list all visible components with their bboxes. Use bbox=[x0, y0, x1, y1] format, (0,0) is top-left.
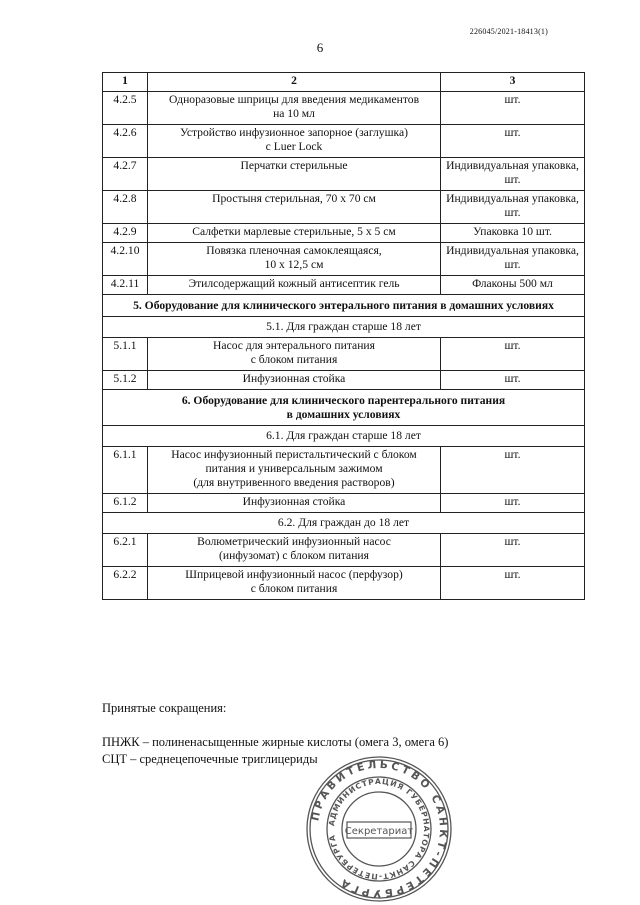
cell-text-line: Инфузионная стойка bbox=[242, 495, 346, 508]
item-number: 6.1.1 bbox=[103, 447, 148, 494]
item-number: 4.2.9 bbox=[103, 224, 148, 243]
table-row bbox=[103, 158, 585, 191]
abbreviations-title: Принятые сокращения: bbox=[102, 701, 227, 715]
item-name bbox=[148, 276, 441, 295]
cell-text-line: Насос инфузионный перистальтический с блоком bbox=[171, 448, 417, 461]
item-unit bbox=[441, 534, 585, 567]
item-number: 6.2.2 bbox=[103, 567, 148, 600]
item-number: 5.1.2 bbox=[103, 371, 148, 390]
cell-text-line: Перчатки стерильные bbox=[240, 159, 348, 172]
item-name bbox=[148, 125, 441, 158]
abbreviation-item: СЦТ – среднецепочечные триглицериды bbox=[102, 752, 318, 766]
page-number: 6 bbox=[316, 40, 324, 55]
section-heading bbox=[103, 390, 585, 426]
equipment-table bbox=[102, 72, 585, 600]
cell-text-line: шт. bbox=[504, 495, 521, 508]
header-cell: 3 bbox=[441, 73, 585, 92]
item-unit bbox=[441, 158, 585, 191]
item-unit bbox=[441, 243, 585, 276]
table-row bbox=[103, 92, 585, 125]
item-name bbox=[148, 494, 441, 513]
item-unit bbox=[441, 125, 585, 158]
table-row bbox=[103, 191, 585, 224]
cell-text-line: Инфузионная стойка bbox=[242, 372, 346, 385]
section-heading-row bbox=[103, 390, 585, 426]
subsection-row bbox=[103, 426, 585, 447]
subsection-row bbox=[103, 513, 585, 534]
official-seal-stamp bbox=[304, 754, 454, 904]
cell-text-line: Устройство инфузионное запорное (заглушка) bbox=[180, 126, 408, 139]
cell-text-line: 5. Оборудование для клинического энтерального питания в домашних условиях bbox=[133, 299, 554, 312]
cell-text-line: Этилсодержащий кожный антисептик гель bbox=[188, 277, 400, 290]
cell-text-line: шт. bbox=[504, 339, 521, 352]
cell-text-line: шт. bbox=[504, 258, 521, 271]
item-number: 6.1.2 bbox=[103, 494, 148, 513]
item-name bbox=[148, 338, 441, 371]
cell-text-line: Простыня стерильная, 70 х 70 см bbox=[212, 192, 376, 205]
cell-text-line: шт. bbox=[504, 568, 521, 581]
cell-text-line: в домашних условиях bbox=[286, 408, 401, 421]
item-unit bbox=[441, 567, 585, 600]
item-unit bbox=[441, 191, 585, 224]
seal-center-text: Секретариат bbox=[344, 826, 414, 837]
cell-text-line: шт. bbox=[504, 93, 521, 106]
item-name bbox=[148, 243, 441, 276]
cell-text-line: Индивидуальная упаковка, bbox=[446, 244, 579, 257]
seal-outer-text: ПРАВИТЕЛЬСТВО САНКТ-ПЕТЕРБУРГА bbox=[309, 758, 450, 900]
cell-text-line: Повязка пленочная самоклеящаяся, bbox=[206, 244, 382, 257]
cell-text-line: Салфетки марлевые стерильные, 5 х 5 см bbox=[192, 225, 396, 238]
table-row bbox=[103, 447, 585, 494]
item-name bbox=[148, 447, 441, 494]
table-row bbox=[103, 494, 585, 513]
table-row bbox=[103, 534, 585, 567]
table-header-row bbox=[103, 73, 585, 92]
table-row bbox=[103, 125, 585, 158]
header-cell: 1 bbox=[103, 73, 148, 92]
cell-text-line: на 10 мл bbox=[273, 107, 315, 120]
item-number: 4.2.8 bbox=[103, 191, 148, 224]
item-number: 4.2.7 bbox=[103, 158, 148, 191]
item-unit bbox=[441, 447, 585, 494]
cell-text-line: 6. Оборудование для клинического парентерального питания bbox=[181, 394, 506, 407]
item-number: 4.2.10 bbox=[103, 243, 148, 276]
item-name bbox=[148, 534, 441, 567]
cell-text-line: Флаконы 500 мл bbox=[472, 277, 553, 290]
subsection-heading: 6.2. Для граждан до 18 лет bbox=[103, 513, 585, 534]
subsection-heading: 5.1. Для граждан старше 18 лет bbox=[103, 317, 585, 338]
item-unit bbox=[441, 92, 585, 125]
item-name bbox=[148, 567, 441, 600]
item-unit bbox=[441, 224, 585, 243]
item-number: 4.2.6 bbox=[103, 125, 148, 158]
table-row bbox=[103, 338, 585, 371]
section-heading bbox=[103, 295, 585, 317]
document-number: 226045/2021-18413(1) bbox=[469, 27, 548, 36]
item-name bbox=[148, 224, 441, 243]
cell-text-line: шт. bbox=[504, 206, 521, 219]
cell-text-line: с блоком питания bbox=[250, 353, 338, 366]
subsection-row bbox=[103, 317, 585, 338]
cell-text-line: Индивидуальная упаковка, bbox=[446, 192, 579, 205]
item-name bbox=[148, 158, 441, 191]
abbreviation-item: ПНЖК – полиненасыщенные жирные кислоты (омега 3, омега 6) bbox=[102, 735, 449, 749]
table-row bbox=[103, 371, 585, 390]
item-number: 6.2.1 bbox=[103, 534, 148, 567]
cell-text-line: Упаковка 10 шт. bbox=[473, 225, 552, 238]
cell-text-line: питания и универсальным зажимом bbox=[205, 462, 383, 475]
section-heading-row bbox=[103, 295, 585, 317]
cell-text-line: шт. bbox=[504, 372, 521, 385]
cell-text-line: шт. bbox=[504, 126, 521, 139]
item-unit bbox=[441, 494, 585, 513]
cell-text-line: Волюметрический инфузионный насос bbox=[197, 535, 391, 548]
item-number: 5.1.1 bbox=[103, 338, 148, 371]
cell-text-line: Насос для энтерального питания bbox=[213, 339, 375, 352]
item-unit bbox=[441, 276, 585, 295]
cell-text-line: с Luer Lock bbox=[265, 140, 323, 153]
item-number: 4.2.11 bbox=[103, 276, 148, 295]
table-row bbox=[103, 243, 585, 276]
cell-text-line: шт. bbox=[504, 448, 521, 461]
cell-text-line: Индивидуальная упаковка, bbox=[446, 159, 579, 172]
header-cell: 2 bbox=[148, 73, 441, 92]
cell-text-line: шт. bbox=[504, 535, 521, 548]
cell-text-line: Шприцевой инфузионный насос (перфузор) bbox=[185, 568, 403, 581]
item-number: 4.2.5 bbox=[103, 92, 148, 125]
item-unit bbox=[441, 338, 585, 371]
table-row bbox=[103, 567, 585, 600]
cell-text-line: 10 х 12,5 см bbox=[264, 258, 324, 271]
cell-text-line: (инфузомат) с блоком питания bbox=[219, 549, 369, 562]
table-row bbox=[103, 276, 585, 295]
item-unit bbox=[441, 371, 585, 390]
item-name bbox=[148, 191, 441, 224]
table-row bbox=[103, 224, 585, 243]
seal-inner-text: АДМИНИСТРАЦИЯ ГУБЕРНАТОРА САНКТ-ПЕТЕРБУРГА bbox=[327, 776, 432, 882]
cell-text-line: (для внутривенного введения растворов) bbox=[193, 476, 395, 489]
subsection-heading: 6.1. Для граждан старше 18 лет bbox=[103, 426, 585, 447]
cell-text-line: с блоком питания bbox=[250, 582, 338, 595]
cell-text-line: шт. bbox=[504, 173, 521, 186]
item-name bbox=[148, 371, 441, 390]
item-name bbox=[148, 92, 441, 125]
cell-text-line: Одноразовые шприцы для введения медикаментов bbox=[168, 93, 420, 106]
